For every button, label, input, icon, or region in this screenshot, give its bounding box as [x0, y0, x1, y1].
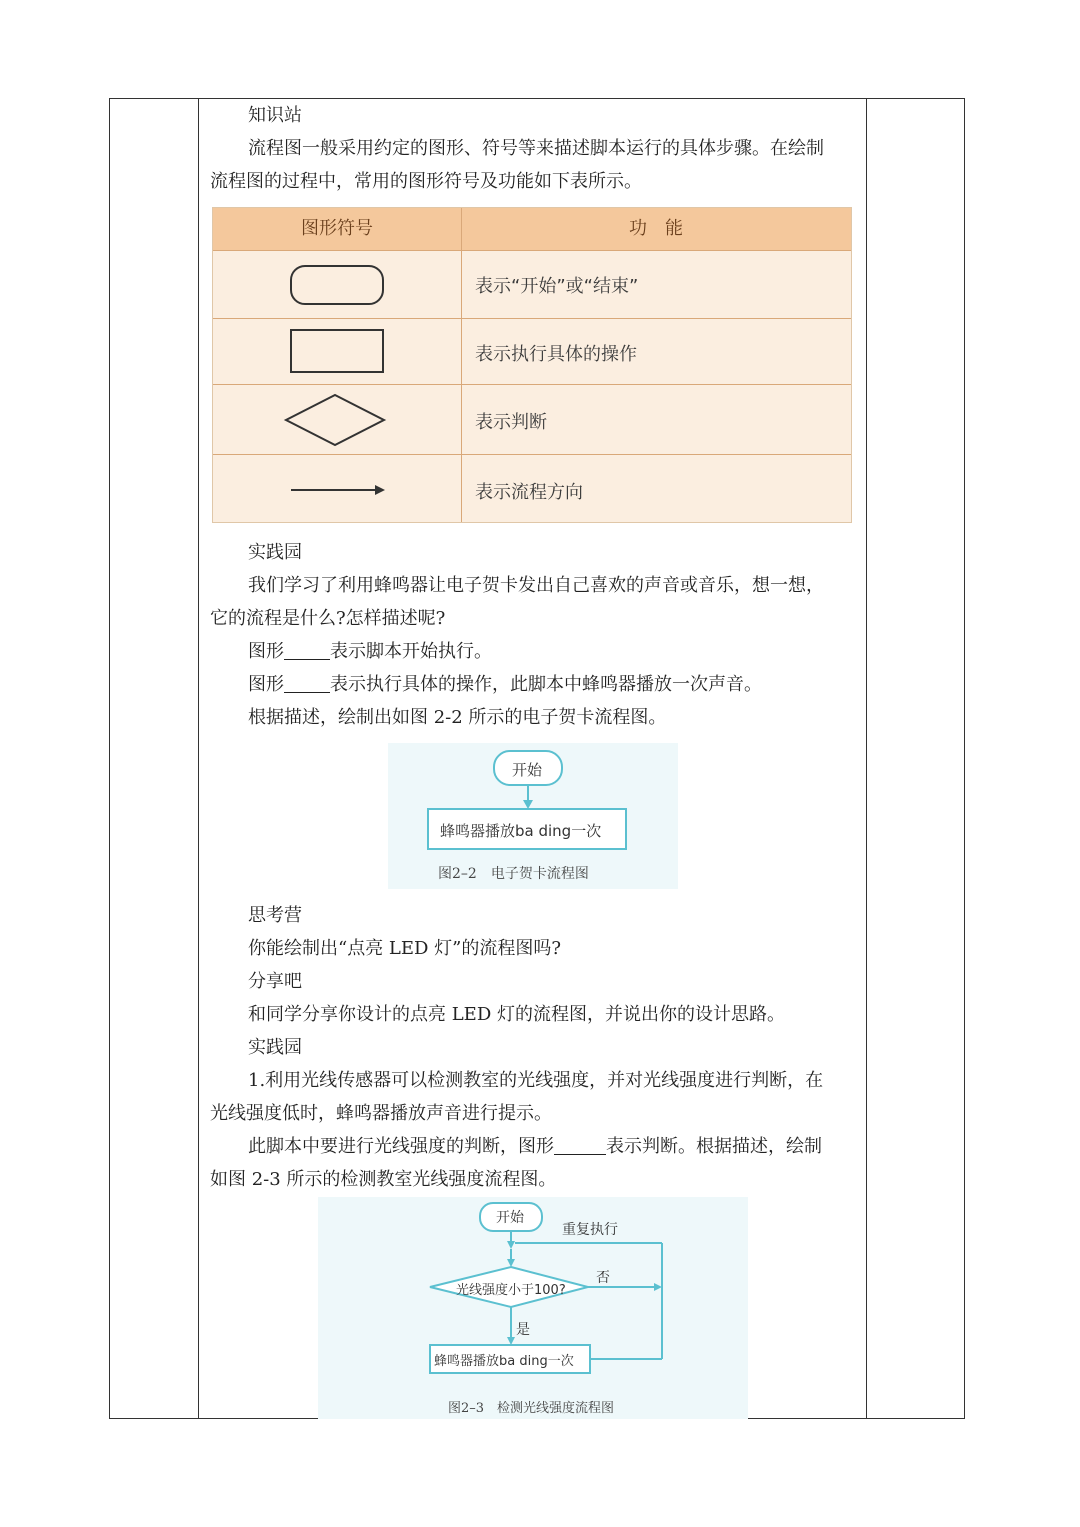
- judge-text-line-1: [248, 1130, 822, 1163]
- heading-zhishizhan: 知识站: [248, 105, 302, 126]
- flow-arrowhead: [507, 1259, 515, 1267]
- think-question: 你能绘制出“点亮 LED 灯”的流程图吗?: [248, 938, 562, 959]
- figure-2-2: [388, 743, 678, 889]
- task1-text-line-1: 1.利用光线传感器可以检测教室的光线强度，并对光线强度进行判断，在: [248, 1070, 824, 1091]
- shape-question-2-suffix: 表示执行具体的操作，此脚本中蜂鸣器播放一次声音。: [330, 674, 762, 695]
- fig23-start-label: 开始: [496, 1210, 524, 1226]
- shape-question-1-prefix: 图形: [248, 641, 284, 662]
- fig22-start-label: 开始: [512, 761, 543, 779]
- desc-decision: 表示判断: [475, 412, 547, 433]
- fig23-decision-label: 光线强度小于100?: [456, 1283, 566, 1298]
- rectangle-symbol: [289, 328, 387, 376]
- fill-in-blank: [554, 1136, 606, 1155]
- no-branch-arrowhead: [654, 1283, 662, 1291]
- share-text: 和同学分享你设计的点亮 LED 灯的流程图，并说出你的设计思路。: [248, 1004, 785, 1025]
- flow-arrowhead: [523, 800, 533, 809]
- intro-text-line-2: 流程图的过程中，常用的图形符号及功能如下表所示。: [210, 171, 642, 192]
- judge-suffix: 表示判断。根据描述，绘制: [606, 1136, 822, 1157]
- fig23-caption: 图2–3 检测光线强度流程图: [448, 1401, 615, 1416]
- task1-text-line-2: 光线强度低时，蜂鸣器播放声音进行提示。: [210, 1103, 552, 1124]
- fig23-loop-label: 重复执行: [562, 1222, 618, 1238]
- row-divider: [213, 318, 851, 319]
- fig23-action-label: 蜂鸣器播放ba ding一次: [434, 1354, 574, 1369]
- fig23-yes-label: 是: [516, 1322, 530, 1338]
- judge-text-line-2: 如图 2-3 所示的检测教室光线强度流程图。: [210, 1169, 557, 1190]
- symbol-table-column-divider: [461, 208, 462, 522]
- symbol-table-header: [213, 208, 851, 251]
- fig22-action-label: 蜂鸣器播放ba ding一次: [440, 822, 602, 840]
- fill-in-blank: [284, 674, 330, 693]
- shape-question-1-suffix: 表示脚本开始执行。: [330, 641, 492, 662]
- flow-arrowhead: [507, 1241, 515, 1249]
- intro-text-line-1: 流程图一般采用约定的图形、符号等来描述脚本运行的具体步骤。在绘制: [248, 138, 824, 159]
- lesson-plan-table: [109, 98, 965, 1419]
- desc-flow-direction: 表示流程方向: [475, 482, 583, 503]
- heading-shijianyuan-2: 实践园: [248, 1037, 302, 1058]
- fig22-caption: 图2–2 电子贺卡流程图: [438, 866, 589, 882]
- practice-text-line-1: 我们学习了利用蜂鸣器让电子贺卡发出自己喜欢的声音或音乐，想一想，: [248, 575, 824, 596]
- shape-question-2: [248, 668, 762, 701]
- fig23-no-label: 否: [596, 1270, 610, 1286]
- heading-fenxiangba: 分享吧: [248, 971, 302, 992]
- figure-2-3: [318, 1197, 748, 1419]
- column-divider-left: [198, 99, 199, 1418]
- shape-question-2-prefix: 图形: [248, 674, 284, 695]
- arrow-symbol: [289, 482, 389, 498]
- practice-text-line-2: 它的流程是什么?怎样描述呢?: [210, 608, 446, 629]
- desc-operation: 表示执行具体的操作: [475, 344, 637, 365]
- header-symbol: 图形符号: [301, 218, 373, 239]
- desc-start-end: 表示“开始”或“结束”: [475, 276, 639, 297]
- yes-branch-arrowhead: [507, 1337, 515, 1345]
- diamond-symbol: [283, 392, 387, 448]
- judge-prefix: 此脚本中要进行光线强度的判断，图形: [248, 1136, 554, 1157]
- column-divider-right: [866, 99, 867, 1418]
- header-function: 功 能: [629, 218, 683, 239]
- row-divider: [213, 454, 851, 455]
- shape-question-1: [248, 635, 492, 668]
- rounded-rectangle-symbol: [289, 264, 387, 308]
- heading-shijianyuan-1: 实践园: [248, 542, 302, 563]
- draw-instruction: 根据描述，绘制出如图 2-2 所示的电子贺卡流程图。: [248, 707, 667, 728]
- heading-sikaoying: 思考营: [248, 905, 302, 926]
- fill-in-blank: [284, 641, 330, 660]
- row-divider: [213, 384, 851, 385]
- flowchart-symbol-table: [212, 207, 852, 523]
